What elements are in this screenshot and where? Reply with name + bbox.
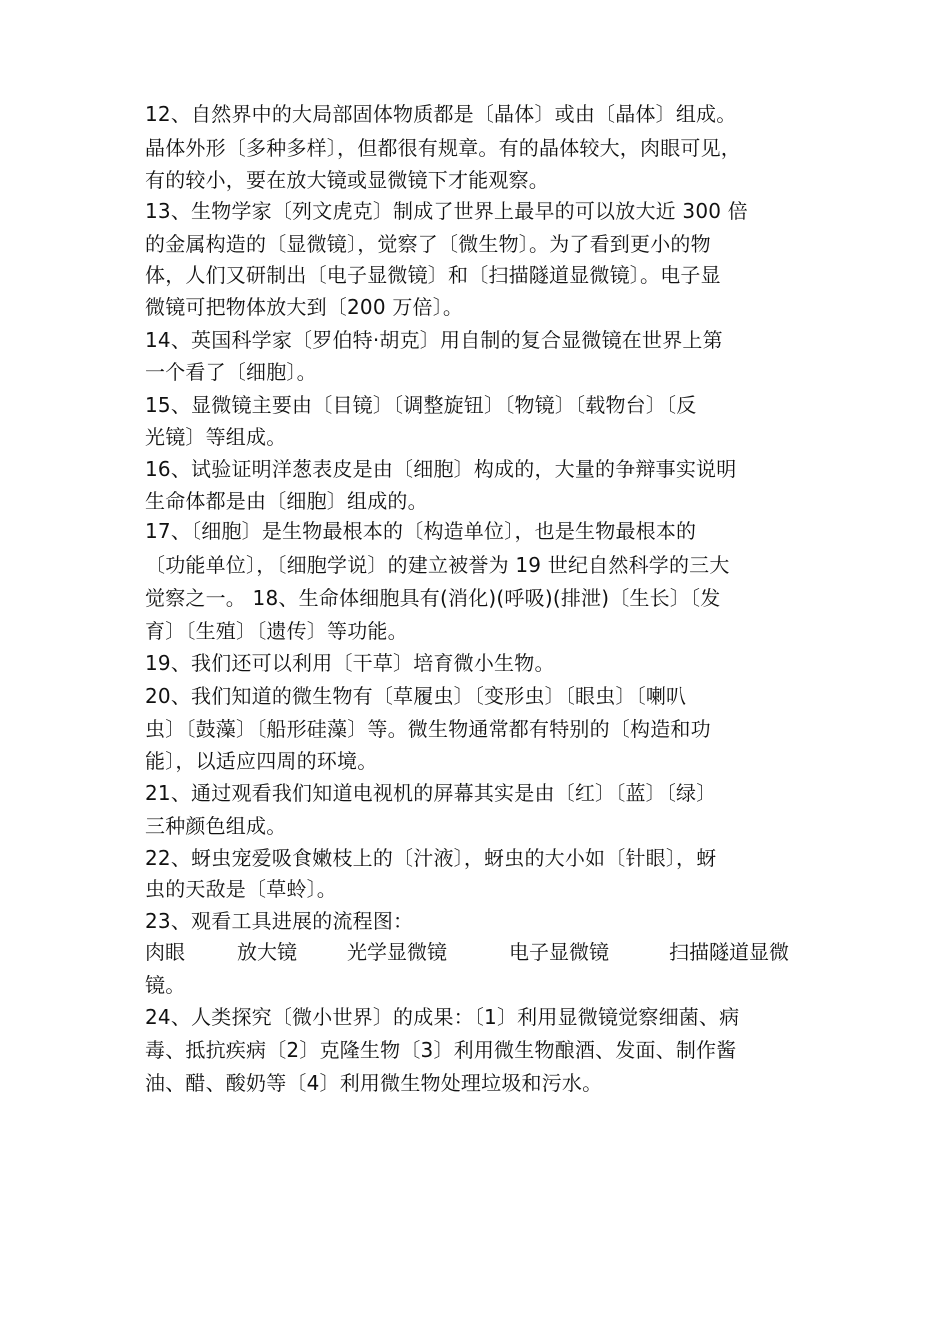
text-line: 〔功能单位〕，〔细胞学说〕的建立被誉为 19 世纪自然科学的三大 xyxy=(145,553,730,577)
text-line: 能〕，以适应四周的环境。 xyxy=(145,749,378,773)
text-line: 22、蚜虫宠爱吸食嫩枝上的〔汁液〕，蚜虫的大小如〔针眼〕，蚜 xyxy=(145,846,717,870)
text-line: 13、生物学家〔列文虎克〕制成了世界上最早的可以放大近 300 倍 xyxy=(145,199,748,223)
text-line: 24、人类探究〔微小世界〕的成果：〔1〕利用显微镜觉察细菌、病 xyxy=(145,1005,740,1029)
text-line: 14、英国科学家〔罗伯特·胡克〕用自制的复合显微镜在世界上第 xyxy=(145,328,723,352)
text-line: 19、我们还可以利用〔干草〕培育微小生物。 xyxy=(145,651,555,675)
text-line: 有的较小，要在放大镜或显微镜下才能观察。 xyxy=(145,168,549,192)
flow-step: 电子显微镜 xyxy=(509,940,609,964)
flow-step: 光学显微镜 xyxy=(347,940,447,964)
text-line: 16、试验证明洋葱表皮是由〔细胞〕构成的，大量的争辩事实说明 xyxy=(145,457,737,481)
flow-step: 扫描隧道显微 xyxy=(669,940,789,964)
text-line: 光镜〕等组成。 xyxy=(145,425,287,449)
flow-step: 放大镜 xyxy=(237,940,297,964)
text-line: 虫的天敌是〔草蛉〕。 xyxy=(145,877,337,901)
flow-step: 肉眼 xyxy=(145,940,185,964)
text-line: 虫〕〔鼓藻〕〔船形硅藻〕等。微生物通常都有特别的〔构造和功 xyxy=(145,717,711,741)
text-line: 的金属构造的〔显微镜〕，觉察了〔微生物〕。为了看到更小的物 xyxy=(145,232,711,256)
text-line: 20、我们知道的微生物有〔草履虫〕〔变形虫〕〔眼虫〕〔喇叭 xyxy=(145,684,687,708)
text-line: 觉察之一。 18、生命体细胞具有(消化)(呼吸)(排泄)〔生长〕〔发 xyxy=(145,586,721,610)
text-line: 17、〔细胞〕是生物最根本的〔构造单位〕，也是生物最根本的 xyxy=(145,519,697,543)
text-line: 23、观看工具进展的流程图： xyxy=(145,909,414,933)
text-line: 15、显微镜主要由〔目镜〕〔调整旋钮〕〔物镜〕〔载物台〕〔反 xyxy=(145,393,697,417)
text-line: 镜。 xyxy=(145,973,186,997)
text-line: 生命体都是由〔细胞〕组成的。 xyxy=(145,489,428,513)
text-line: 育〕〔生殖〕〔遗传〕等功能。 xyxy=(145,619,408,643)
text-line: 微镜可把物体放大到〔200 万倍〕。 xyxy=(145,295,464,319)
text-line: 油、醋、酸奶等〔4〕利用微生物处理垃圾和污水。 xyxy=(145,1071,603,1095)
text-line: 体，人们又研制出〔电子显微镜〕和〔扫描隧道显微镜〕。电子显 xyxy=(145,263,721,287)
text-line: 21、通过观看我们知道电视机的屏幕其实是由〔红〕〔蓝〕〔绿〕 xyxy=(145,781,717,805)
text-line: 毒、抵抗疾病〔2〕克隆生物〔3〕利用微生物酿酒、发面、制作酱 xyxy=(145,1038,737,1062)
text-line: 晶体外形〔多种多样〕，但都很有规章。有的晶体较大，肉眼可见， xyxy=(145,136,741,160)
text-line: 三种颜色组成。 xyxy=(145,814,287,838)
text-line: 一个看了〔细胞〕。 xyxy=(145,360,317,384)
text-line: 12、自然界中的大局部固体物质都是〔晶体〕或由〔晶体〕组成。 xyxy=(145,102,737,126)
